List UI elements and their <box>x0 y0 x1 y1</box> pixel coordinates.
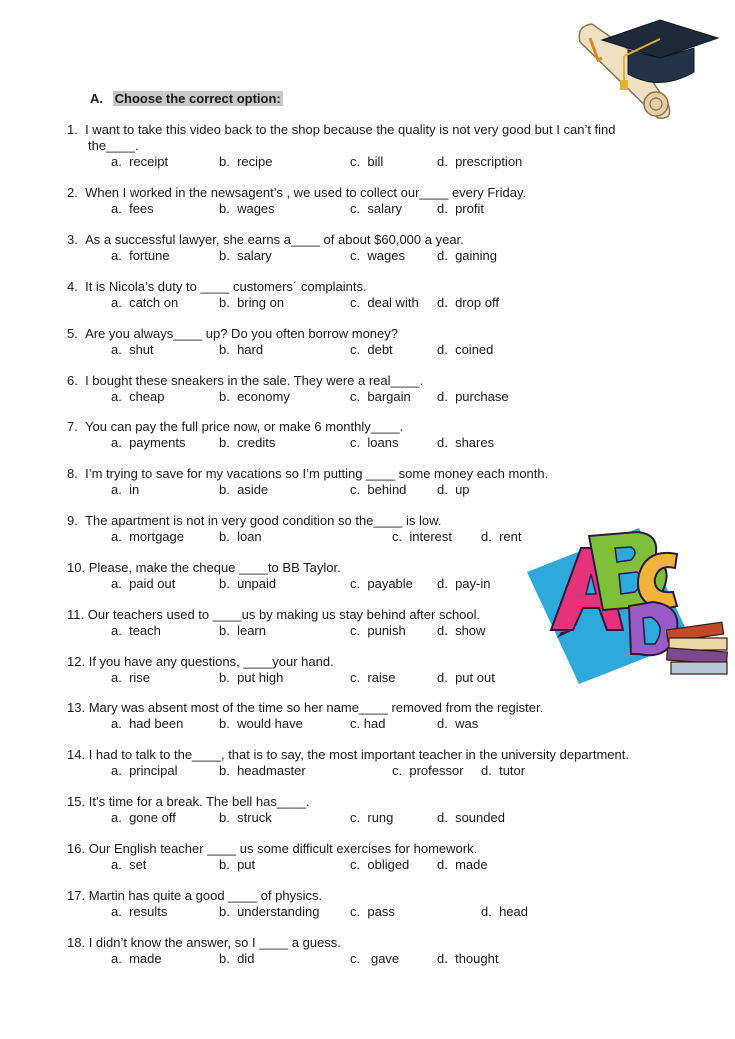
option-a[interactable]: a. in <box>111 482 140 497</box>
option-b[interactable]: b. loan <box>219 529 262 544</box>
question-number: 10. <box>67 560 86 575</box>
question-number: 4. <box>67 279 78 294</box>
option-c[interactable]: c. obliged <box>350 857 410 872</box>
question-number: 14. <box>67 747 86 762</box>
option-a[interactable]: a. payments <box>111 435 186 450</box>
option-c[interactable]: c. gave <box>350 951 400 966</box>
question-text <box>67 466 548 481</box>
question-stem: Martin has quite a good ____ of physics. <box>88 888 323 903</box>
book-stack <box>666 622 727 674</box>
question-number: 18. <box>67 935 86 950</box>
question-text <box>67 373 423 388</box>
question-stem: As a successful lawyer, she earns a____ of about $60,000 a year. <box>85 232 464 247</box>
option-b[interactable]: b. wages <box>219 201 275 216</box>
option-b[interactable]: b. put high <box>219 670 284 685</box>
option-a[interactable]: a. shut <box>111 342 154 357</box>
question-number: 13. <box>67 700 86 715</box>
option-a[interactable]: a. principal <box>111 763 178 778</box>
question-text <box>67 888 322 903</box>
question-stem: Are you always____ up? Do you often borrow money? <box>85 326 398 341</box>
question-number: 2. <box>67 185 78 200</box>
option-c[interactable]: c. had <box>350 716 386 731</box>
question-stem: Our English teacher ____ us some difficult exercises for homework. <box>88 841 478 856</box>
option-c[interactable]: c. raise <box>350 670 396 685</box>
question-text <box>67 841 477 856</box>
question-stem: When I worked in the newsagent’s , we used to collect our____ every Friday. <box>85 185 527 200</box>
question-text <box>67 747 629 762</box>
option-a[interactable]: a. set <box>111 857 147 872</box>
section-title: Choose the correct option: <box>114 91 281 106</box>
question-text <box>67 607 480 622</box>
option-d[interactable]: d. drop off <box>437 295 499 310</box>
question-stem: I bought these sneakers in the sale. They were a real____. <box>85 373 424 388</box>
option-d[interactable]: d. show <box>437 623 486 638</box>
option-a[interactable]: a. results <box>111 904 168 919</box>
question-stem: Our teachers used to ____us by making us stay behind after school. <box>87 607 481 622</box>
option-c[interactable]: c. interest <box>392 529 452 544</box>
option-b[interactable]: b. bring on <box>219 295 285 310</box>
option-b[interactable]: b. credits <box>219 435 276 450</box>
graduation-cap-icon <box>572 12 722 122</box>
option-c[interactable]: c. punish <box>350 623 406 638</box>
question-text <box>67 122 616 137</box>
option-d[interactable]: d. coined <box>437 342 494 357</box>
section-letter: A. <box>90 91 103 106</box>
option-b[interactable]: b. hard <box>219 342 264 357</box>
section-heading <box>90 91 283 106</box>
question-number: 6. <box>67 373 78 388</box>
option-d[interactable]: d. up <box>437 482 470 497</box>
option-c[interactable]: c. behind <box>350 482 407 497</box>
question-stem: It is Nicola’s duty to ____ customers´ complaints. <box>85 279 367 294</box>
option-c[interactable]: c. salary <box>350 201 403 216</box>
option-a[interactable]: a. made <box>111 951 162 966</box>
question-text <box>67 560 341 575</box>
option-c[interactable]: c. payable <box>350 576 413 591</box>
option-d[interactable]: d. pay-in <box>437 576 491 591</box>
question-stem: I want to take this video back to the shop because the quality is not very good but I can’t find <box>85 122 616 137</box>
question-text <box>67 513 441 528</box>
option-d[interactable]: d. tutor <box>481 763 526 778</box>
option-d[interactable]: d. purchase <box>437 389 509 404</box>
question-stem: I’m trying to save for my vacations so I’m putting ____ some money each month. <box>85 466 549 481</box>
option-d[interactable]: d. was <box>437 716 479 731</box>
option-d[interactable]: d. prescription <box>437 154 523 169</box>
question-number: 7. <box>67 419 78 434</box>
option-b[interactable]: b. would have <box>219 716 303 731</box>
option-c[interactable]: c. professor <box>392 763 464 778</box>
option-a[interactable]: a. had been <box>111 716 184 731</box>
question-stem: I had to talk to the____, that is to say, the most important teacher in the university department. <box>88 747 629 762</box>
question-text <box>67 654 334 669</box>
question-stem: Mary was absent most of the time so her name____ removed from the register. <box>88 700 544 715</box>
option-d[interactable]: d. rent <box>481 529 522 544</box>
question-stem: You can pay the full price now, or make 6 monthly____. <box>85 419 404 434</box>
option-d[interactable]: d. gaining <box>437 248 498 263</box>
option-c[interactable]: c. deal with <box>350 295 419 310</box>
option-c[interactable]: c. wages <box>350 248 405 263</box>
question-number: 8. <box>67 466 78 481</box>
question-number: 5. <box>67 326 78 341</box>
option-c[interactable]: c. rung <box>350 810 394 825</box>
question-stem: If you have any questions, ____your hand. <box>88 654 334 669</box>
option-b[interactable]: b. unpaid <box>219 576 277 591</box>
question-text <box>67 935 341 950</box>
question-stem: The apartment is not in very good condition so the____ is low. <box>85 513 442 528</box>
option-a[interactable]: a. cheap <box>111 389 165 404</box>
option-a[interactable]: a. teach <box>111 623 161 638</box>
option-b[interactable]: b. did <box>219 951 255 966</box>
abc-books-icon <box>527 522 732 687</box>
option-d[interactable]: d. profit <box>437 201 484 216</box>
question-number: 15. <box>67 794 86 809</box>
option-b[interactable]: b. struck <box>219 810 272 825</box>
option-c[interactable]: c. debt <box>350 342 393 357</box>
question-text <box>67 185 526 200</box>
option-a[interactable]: a. fees <box>111 201 154 216</box>
option-b[interactable]: b. learn <box>219 623 266 638</box>
option-b[interactable]: b. understanding <box>219 904 320 919</box>
question-text <box>67 419 403 434</box>
question-text <box>67 700 543 715</box>
option-d[interactable]: d. sounded <box>437 810 505 825</box>
option-c[interactable]: c. bargain <box>350 389 411 404</box>
question-stem: It’s time for a break. The bell has____. <box>88 794 310 809</box>
option-d[interactable]: d. head <box>481 904 528 919</box>
question-number: 12. <box>67 654 86 669</box>
question-number: 16. <box>67 841 86 856</box>
option-a[interactable]: a. rise <box>111 670 151 685</box>
option-a[interactable]: a. catch on <box>111 295 179 310</box>
question-text <box>67 794 309 809</box>
question-stem: Please, make the cheque ____to BB Taylor. <box>88 560 341 575</box>
option-b[interactable]: b. headmaster <box>219 763 306 778</box>
question-number: 1. <box>67 122 78 137</box>
option-b[interactable]: b. aside <box>219 482 269 497</box>
question-number: 17. <box>67 888 86 903</box>
option-a[interactable]: a. gone off <box>111 810 176 825</box>
option-c[interactable]: c. pass <box>350 904 395 919</box>
option-b[interactable]: b. economy <box>219 389 290 404</box>
option-b[interactable]: b. recipe <box>219 154 273 169</box>
question-continuation: the____. <box>88 138 139 153</box>
question-number: 11. <box>67 607 85 622</box>
option-d[interactable]: d. made <box>437 857 488 872</box>
question-number: 9. <box>67 513 78 528</box>
option-a[interactable]: a. paid out <box>111 576 176 591</box>
question-text <box>67 232 464 247</box>
question-number: 3. <box>67 232 78 247</box>
option-d[interactable]: d. thought <box>437 951 499 966</box>
option-a[interactable]: a. fortune <box>111 248 170 263</box>
option-d[interactable]: d. put out <box>437 670 495 685</box>
question-stem: I didn’t know the answer, so I ____ a guess. <box>88 935 341 950</box>
option-c[interactable]: c. loans <box>350 435 399 450</box>
option-b[interactable]: b. put <box>219 857 256 872</box>
option-a[interactable]: a. receipt <box>111 154 169 169</box>
option-c[interactable]: c. bill <box>350 154 384 169</box>
option-a[interactable]: a. mortgage <box>111 529 184 544</box>
option-b[interactable]: b. salary <box>219 248 272 263</box>
option-d[interactable]: d. shares <box>437 435 495 450</box>
question-text <box>67 279 367 294</box>
question-text <box>67 326 398 341</box>
